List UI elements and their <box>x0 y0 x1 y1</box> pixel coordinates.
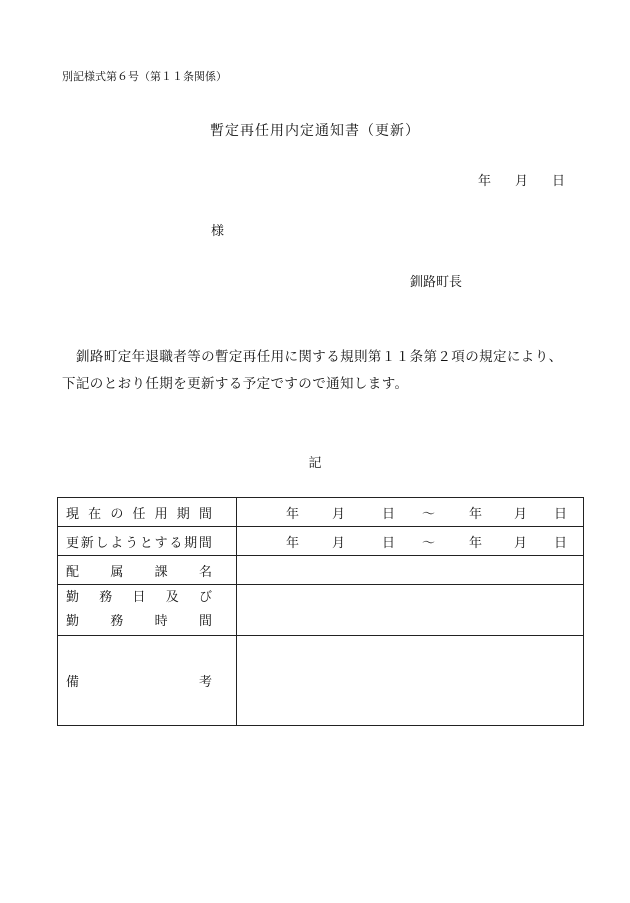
label-char: 勤 <box>66 614 80 629</box>
year-label: 年 <box>469 535 483 551</box>
label-char: 間 <box>198 614 212 629</box>
label-work-schedule <box>58 585 237 636</box>
month-label: 月 <box>332 535 346 551</box>
value-remarks[interactable] <box>237 636 584 726</box>
label-char: 現 <box>66 506 80 522</box>
form-number: 別記様式第６号（第１１条関係） <box>62 70 227 83</box>
month-label: 月 <box>332 506 346 522</box>
table-row-renewal-period <box>58 527 584 556</box>
value-work-schedule[interactable] <box>237 585 584 636</box>
label-char: 新 <box>80 535 94 551</box>
month-label: 月 <box>514 535 528 551</box>
label-char: 及 <box>165 590 179 605</box>
table-row-department <box>58 556 584 585</box>
body-line-2: 下記のとおり任期を更新する予定ですので通知します。 <box>62 376 409 392</box>
sender-name: 釧路町長 <box>410 275 463 290</box>
label-char: 期 <box>176 506 190 522</box>
label-char: 名 <box>198 564 212 580</box>
label-char: 用 <box>154 506 168 522</box>
day-label: 日 <box>382 535 396 551</box>
label-current-period <box>58 498 237 527</box>
body-line-1: 釧路町定年退職者等の暫定再任用に関する規則第１１条第２項の規定により、 <box>76 349 563 365</box>
document-title: 暫定再任用内定通知書（更新） <box>210 123 420 139</box>
year-label: 年 <box>286 506 300 522</box>
value-current-period[interactable] <box>237 498 584 527</box>
value-renewal-period[interactable] <box>237 527 584 556</box>
month-label: 月 <box>514 506 528 522</box>
addressee-suffix: 様 <box>211 224 225 239</box>
date-year-label: 年 <box>478 174 492 189</box>
label-remarks <box>58 636 237 726</box>
body-text <box>62 344 592 398</box>
label-char: び <box>198 590 212 605</box>
label-char: 備 <box>66 675 80 690</box>
label-char: 任 <box>132 506 146 522</box>
range-tilde: ～ <box>422 535 436 551</box>
label-char: る <box>169 535 183 551</box>
label-char: 務 <box>99 590 113 605</box>
label-char: 勤 <box>66 590 80 605</box>
label-char: 期 <box>184 535 198 551</box>
table-row-remarks <box>58 636 584 726</box>
value-department[interactable] <box>237 556 584 585</box>
label-char: う <box>125 535 139 551</box>
issue-date <box>478 170 565 189</box>
label-char: よ <box>110 535 124 551</box>
label-char: 考 <box>198 675 212 690</box>
range-tilde: ～ <box>422 506 436 522</box>
year-label: 年 <box>469 506 483 522</box>
day-label: 日 <box>554 506 568 522</box>
table-row-work-schedule <box>58 585 584 636</box>
label-char: 時 <box>154 614 168 629</box>
label-department <box>58 556 237 585</box>
label-char: し <box>95 535 109 551</box>
year-label: 年 <box>286 535 300 551</box>
label-char: 務 <box>110 614 124 629</box>
label-char: の <box>110 506 124 522</box>
label-renewal-period <box>58 527 237 556</box>
label-char: 配 <box>66 564 80 580</box>
label-char: 日 <box>132 590 146 605</box>
label-char: 間 <box>198 535 212 551</box>
label-char: 在 <box>88 506 102 522</box>
day-label: 日 <box>554 535 568 551</box>
label-char: 更 <box>66 535 80 551</box>
date-day-label: 日 <box>552 174 566 189</box>
table-row-current-period <box>58 498 584 527</box>
date-month-label: 月 <box>515 174 529 189</box>
ki-heading: 記 <box>308 456 322 471</box>
label-char: す <box>154 535 168 551</box>
label-char: 間 <box>198 506 212 522</box>
label-char: 課 <box>154 564 168 580</box>
day-label: 日 <box>382 506 396 522</box>
label-char: 属 <box>110 564 124 580</box>
details-table <box>57 497 584 726</box>
label-char: と <box>139 535 153 551</box>
